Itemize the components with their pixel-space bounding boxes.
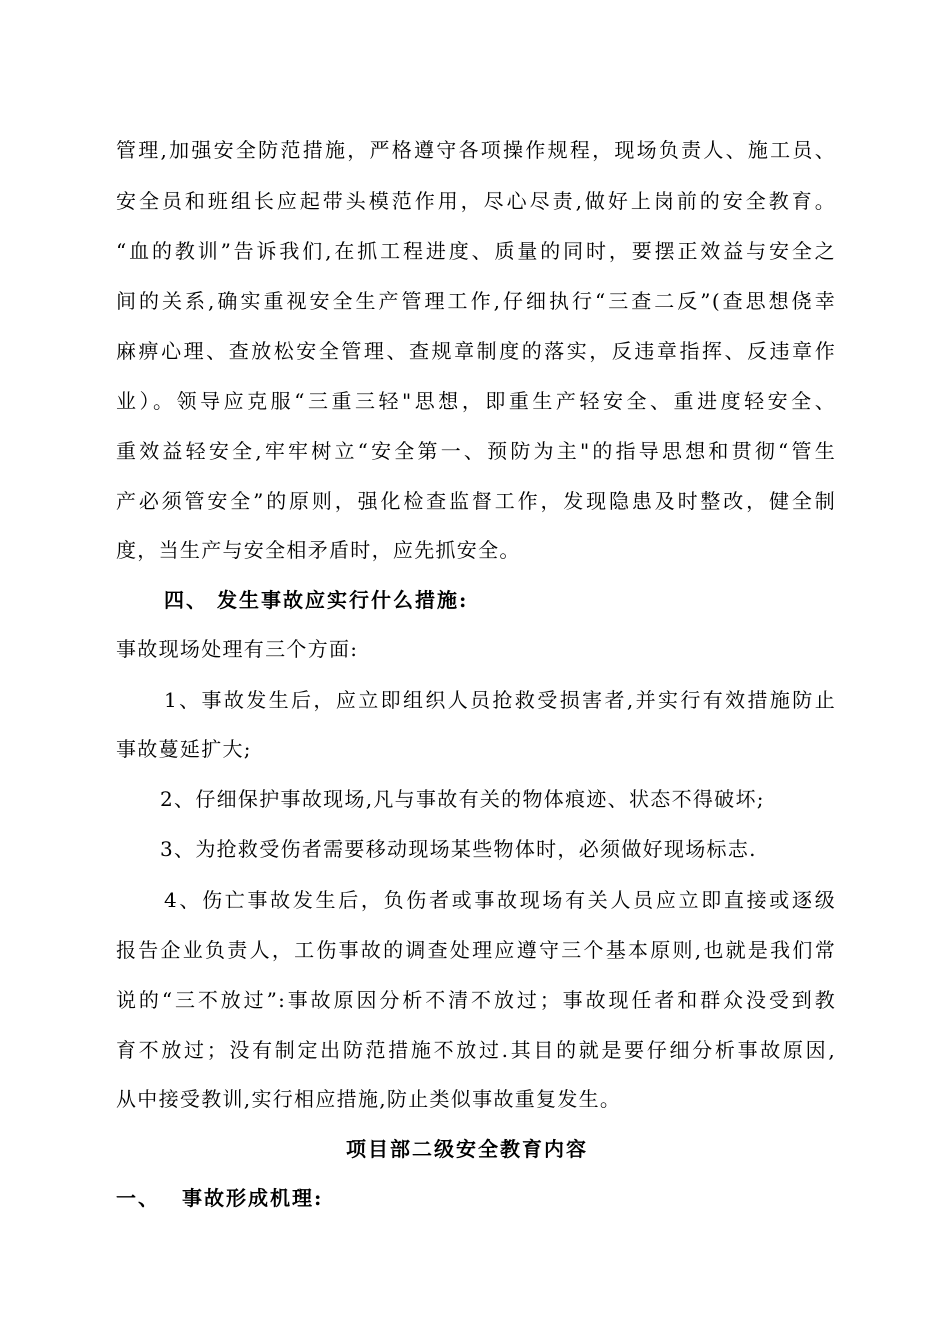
list-item-4-line: 说的“三不放过”:事故原因分析不清不放过；事故现任者和群众没受到教 — [116, 988, 836, 1012]
list-item-1-line: 1、事故发生后，应立即组织人员抢救受损害者,并实行有效措施防止 — [164, 688, 836, 712]
list-item-3: 3、为抢救受伤者需要移动现场某些物体时，必须做好现场标志. — [160, 837, 757, 861]
paragraph-line: 业）。领导应克服“三重三轻"思想，即重生产轻安全、重进度轻安全、 — [116, 389, 836, 413]
paragraph-line: 麻痹心理、查放松安全管理、查规章制度的落实，反违章指挥、反违章作 — [116, 339, 836, 363]
paragraph-line: “血的教训”告诉我们,在抓工程进度、质量的同时，要摆正效益与安全之 — [116, 239, 836, 263]
center-title: 项目部二级安全教育内容 — [346, 1137, 588, 1161]
paragraph-line: 产必须管安全”的原则，强化检查监督工作，发现隐患及时整改，健全制 — [116, 489, 836, 513]
list-item-4-line: 报告企业负责人，工伤事故的调查处理应遵守三个基本原则,也就是我们常 — [116, 938, 836, 962]
list-item-1-line: 事故蔓延扩大; — [116, 737, 252, 761]
paragraph-line: 重效益轻安全,牢牢树立“安全第一、预防为主"的指导思想和贯彻“管生 — [116, 439, 836, 463]
paragraph-line: 间的关系,确实重视安全生产管理工作,仔细执行“三查二反”(查思想侥幸 — [116, 289, 836, 313]
intro-text: 事故现场处理有三个方面: — [116, 637, 359, 661]
list-item-4-line: 育不放过；没有制定出防范措施不放过.其目的就是要仔细分析事故原因, — [116, 1038, 836, 1062]
paragraph-line: 度，当生产与安全相矛盾时，应先抓安全。 — [116, 538, 521, 562]
paragraph-line: 管理,加强安全防范措施，严格遵守各项操作规程，现场负责人、施工员、 — [116, 138, 836, 162]
list-item-2: 2、仔细保护事故现场,凡与事故有关的物体痕迹、状态不得破坏; — [160, 787, 765, 811]
section-number: 一、 — [116, 1186, 160, 1210]
section-title: 事故形成机理: — [182, 1186, 324, 1210]
list-item-4-line: 从中接受教训,实行相应措施,防止类似事故重复发生。 — [116, 1087, 622, 1111]
section-heading: 四、 发生事故应实行什么措施: — [164, 588, 469, 612]
list-item-4-line: 4、伤亡事故发生后，负伤者或事故现场有关人员应立即直接或逐级 — [164, 888, 836, 912]
paragraph-line: 安全员和班组长应起带头模范作用，尽心尽责,做好上岗前的安全教育。 — [116, 189, 836, 213]
